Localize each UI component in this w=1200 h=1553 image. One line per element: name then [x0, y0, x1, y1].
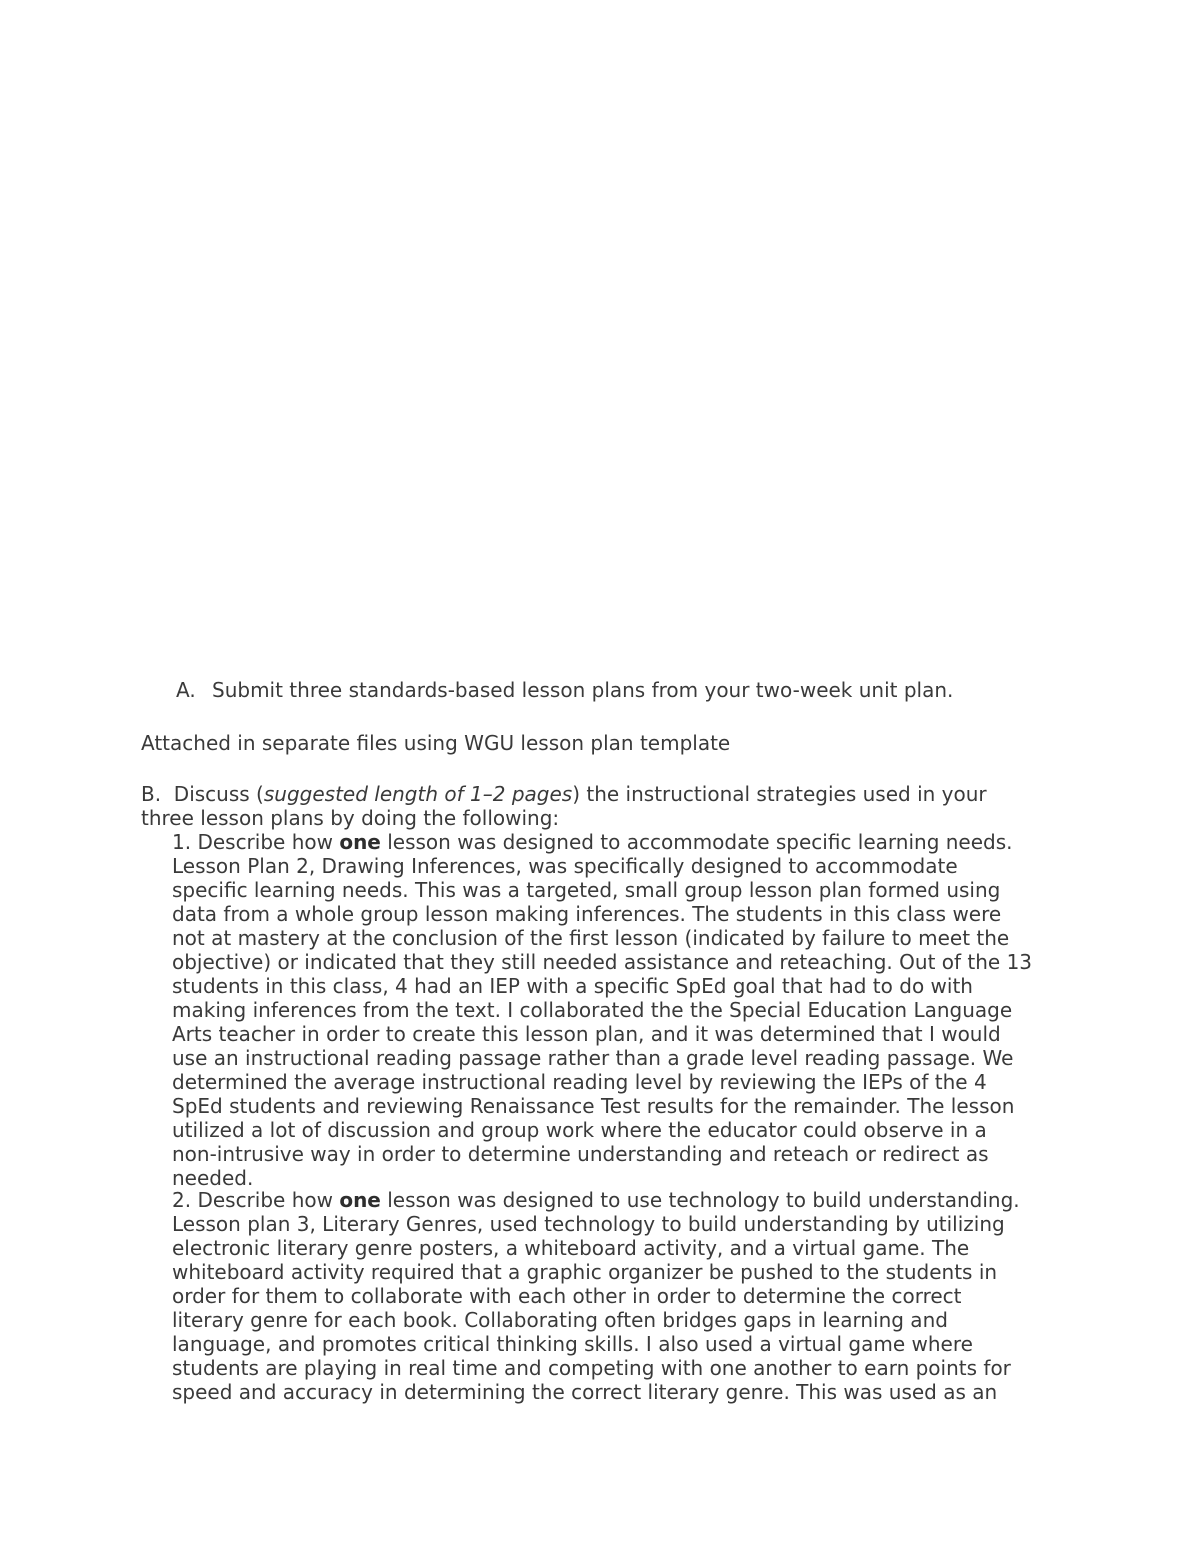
item-2-line: order for them to collaborate with each other in order to determine the correct: [172, 1284, 962, 1308]
item-1-line: non-intrusive way in order to determine understanding and reteach or redirect as: [172, 1142, 989, 1166]
item-2-prompt-post: lesson was designed to use technology to build understanding.: [380, 1188, 1020, 1212]
section-b-text-pre: Discuss (: [173, 782, 264, 806]
item-1-line: SpEd students and reviewing Renaissance Test results for the remainder. The lesson: [172, 1094, 1015, 1118]
item-2-prompt-bold: one: [339, 1188, 381, 1212]
item-2-prompt-pre: 2. Describe how: [172, 1188, 340, 1212]
section-a-text: Submit three standards-based lesson plans from your two-week unit plan.: [212, 678, 954, 702]
item-1-line: specific learning needs. This was a targeted, small group lesson plan formed using: [172, 878, 1001, 902]
attached-note: Attached in separate files using WGU lesson plan template: [141, 731, 731, 755]
item-2-line: students are playing in real time and competing with one another to earn points for: [172, 1356, 1011, 1380]
section-a-heading: [176, 678, 953, 702]
item-1-block: [172, 830, 1032, 1190]
section-b-marker: B.: [141, 782, 162, 806]
item-2-block: [172, 1188, 1020, 1404]
item-1-line: objective) or indicated that they still needed assistance and reteaching. Out of the 13: [172, 950, 1033, 974]
item-1-line: utilized a lot of discussion and group work where the educator could observe in a: [172, 1118, 987, 1142]
item-2-line: electronic literary genre posters, a whiteboard activity, and a virtual game. The: [172, 1236, 970, 1260]
item-1-line: Lesson Plan 2, Drawing Inferences, was specifically designed to accommodate: [172, 854, 958, 878]
item-2-line: whiteboard activity required that a graphic organizer be pushed to the students in: [172, 1260, 998, 1284]
item-1-line: making inferences from the text. I collaborated the the Special Education Language: [172, 998, 1013, 1022]
item-1-prompt-pre: 1. Describe how: [172, 830, 340, 854]
section-b-text-italic: suggested length of 1–2 pages: [263, 782, 573, 806]
item-1-line: use an instructional reading passage rather than a grade level reading passage. We: [172, 1046, 1014, 1070]
item-1-line: students in this class, 4 had an IEP with a specific SpEd goal that had to do with: [172, 974, 973, 998]
item-1-line: determined the average instructional reading level by reviewing the IEPs of the 4: [172, 1070, 987, 1094]
item-1-line: needed.: [172, 1166, 254, 1190]
item-1-line: data from a whole group lesson making inferences. The students in this class were: [172, 902, 1002, 926]
item-2-line: literary genre for each book. Collaborating often bridges gaps in learning and: [172, 1308, 948, 1332]
section-b-text-post: ) the instructional strategies used in your: [572, 782, 987, 806]
item-1-line: not at mastery at the conclusion of the first lesson (indicated by failure to meet the: [172, 926, 1010, 950]
item-1-prompt-post: lesson was designed to accommodate specific learning needs.: [380, 830, 1013, 854]
item-2-line: Lesson plan 3, Literary Genres, used technology to build understanding by utilizing: [172, 1212, 1005, 1236]
item-2-line: speed and accuracy in determining the correct literary genre. This was used as an: [172, 1380, 998, 1404]
item-2-prompt: [172, 1188, 1020, 1212]
item-2-line: language, and promotes critical thinking skills. I also used a virtual game where: [172, 1332, 973, 1356]
section-b-line2: three lesson plans by doing the following:: [141, 806, 560, 830]
section-a-marker: A.: [176, 678, 196, 702]
item-1-line: Arts teacher in order to create this lesson plan, and it was determined that I would: [172, 1022, 1001, 1046]
item-1-prompt: [172, 830, 1032, 854]
section-b-heading: [141, 782, 987, 806]
item-1-prompt-bold: one: [339, 830, 381, 854]
